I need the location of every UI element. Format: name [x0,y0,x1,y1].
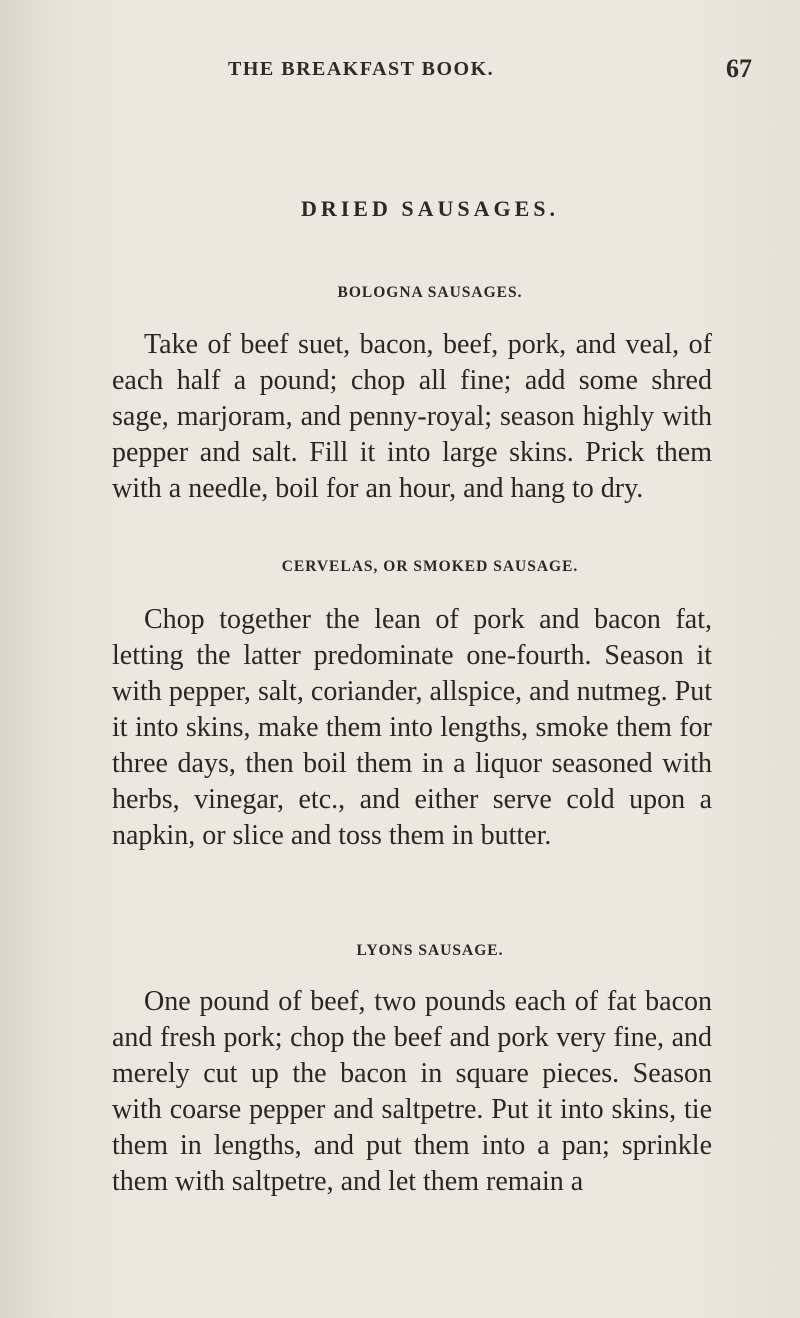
running-title: THE BREAKFAST BOOK. [228,58,495,80]
section-text-bologna: Take of beef suet, bacon, beef, pork, and veal, of each half a pound; chop all fine; add some shred sage, marjoram, and penny-royal; season highly with pepper and salt. Fill it into large skins. Prick them with a needle, boil for an hour, and hang to dry. [112,329,712,504]
section-heading-bologna: BOLOGNA SAUSAGES. [337,284,523,301]
section-heading-cervelas: CERVELAS, OR SMOKED SAUSAGE. [281,558,579,575]
running-head [0,54,800,88]
section-text-lyons: One pound of beef, two pounds each of fat bacon and fresh pork; chop the beef and pork very fine, and merely cut up the bacon in square pieces. Season with coarse pepper and saltpetre. Put it into skins, tie them in lengths, and put them into a pan; sprinkle them with saltpetre, and let them remain a [112,986,712,1197]
section-text-cervelas: Chop together the lean of pork and bacon fat, letting the latter predominate one-fourth. Season it with pepper, salt, coriander, allspice, and nutmeg. Put it into skins, make them into lengths, smoke them for three days, then boil them in a liquor seasoned with herbs, vinegar, etc., and either serve cold upon a napkin, or slice and toss them in butter. [112,604,712,851]
section-heading-lyons: LYONS SAUSAGE. [356,942,504,959]
page-number: 67 [726,54,752,83]
chapter-title: DRIED SAUSAGES. [300,196,560,221]
